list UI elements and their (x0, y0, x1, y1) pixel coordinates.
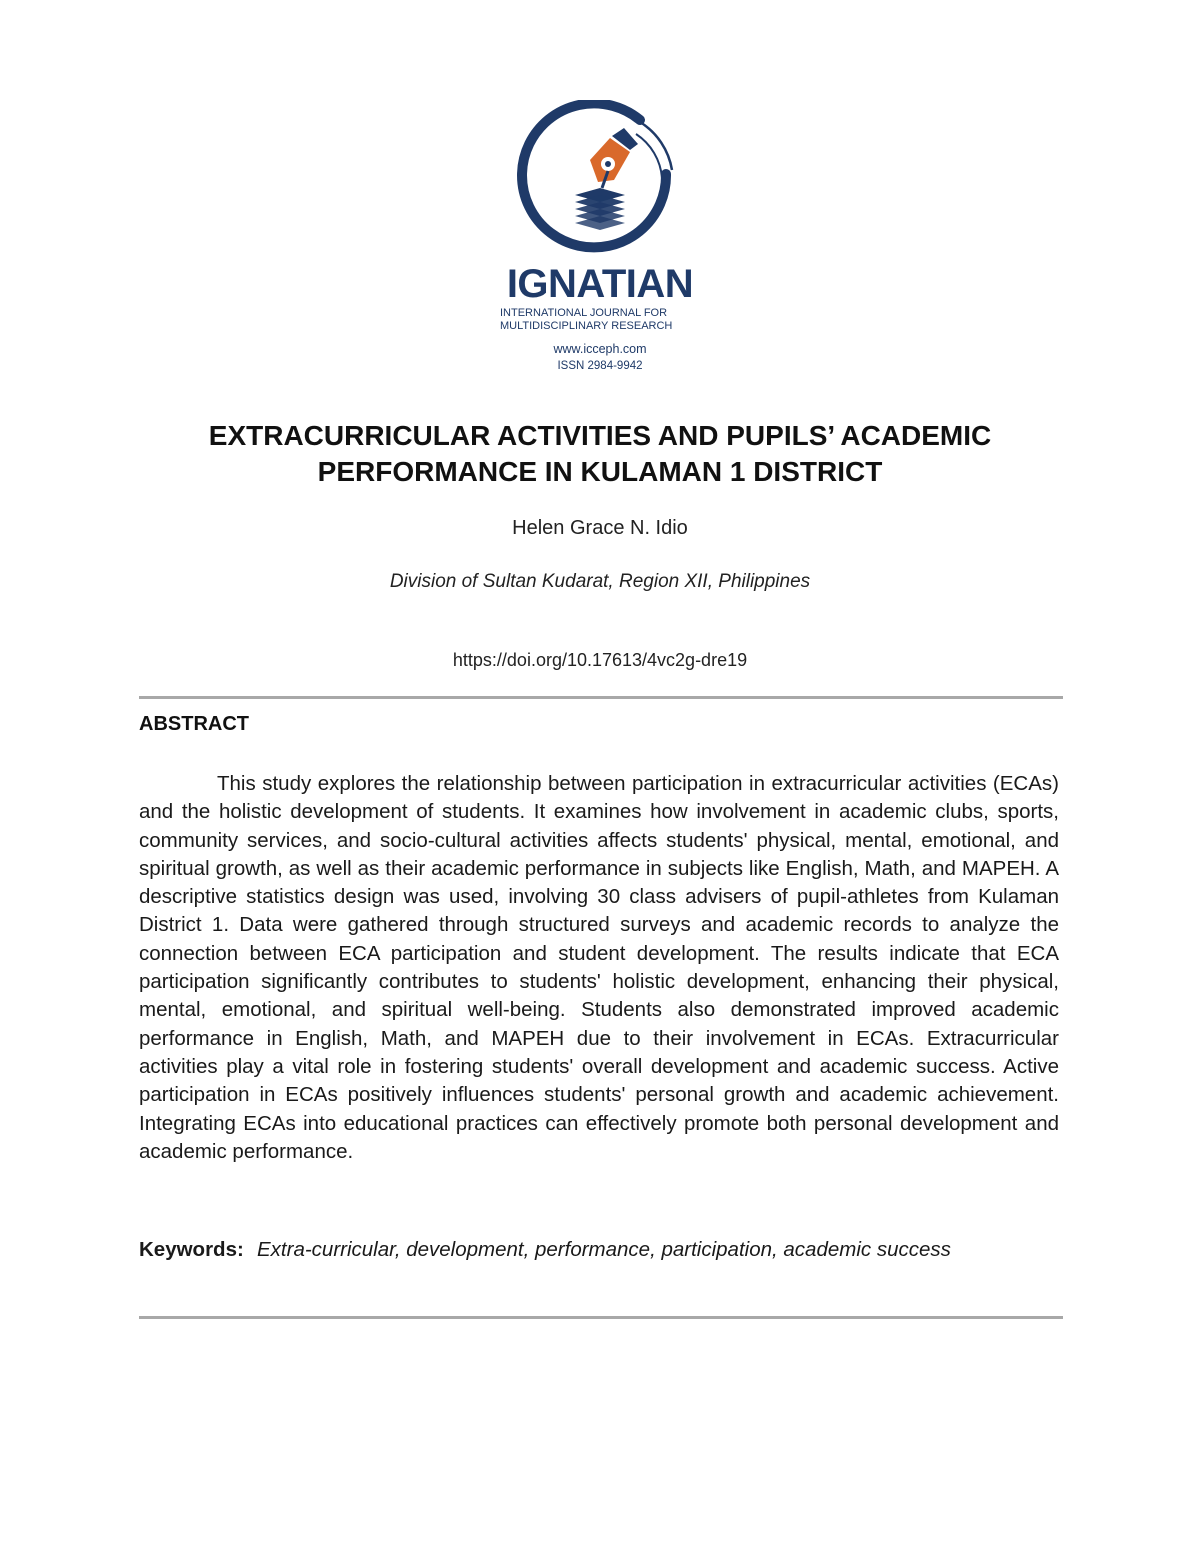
journal-tagline-line1: INTERNATIONAL JOURNAL FOR (500, 307, 668, 319)
journal-website[interactable]: www.icceph.com (553, 342, 647, 356)
abstract-body: This study explores the relationship between participation in extracurricular activities (ECAs) and the holistic development of students. It examines how involvement in academic clubs, sports, community services, and socio-cultural activities affects students' physical, mental, emotional, and spiritual growth, as well as their academic performance in subjects like English, Math, and MAPEH. A descriptive statistics design was used, involving 30 class advisers of pupil-athletes from Kulaman District 1. Data were gathered through structured surveys and academic records to analyze the connection between ECA participation and student development. The results indicate that ECA participation significantly contributes to students' holistic development, enhancing their physical, mental, emotional, and spiritual well-being. Students also demonstrated improved academic performance in English, Math, and MAPEH due to their involvement in ECAs. Extracurricular activities play a vital role in fostering students' overall development and academic success. Active participation in ECAs positively influences students' personal growth and academic achievement. Integrating ECAs into educational practices can effectively promote both personal development and academic performance. (139, 772, 1059, 1163)
paper-doi-link[interactable]: https://doi.org/10.17613/4vc2g-dre19 (452, 650, 748, 670)
top-divider (139, 696, 1063, 699)
keywords-block (139, 1236, 1059, 1264)
paper-title-line2: PERFORMANCE IN KULAMAN 1 DISTRICT (317, 456, 883, 487)
abstract-heading: ABSTRACT (139, 713, 249, 735)
journal-tagline-line2: MULTIDISCIPLINARY RESEARCH (500, 320, 673, 332)
journal-issn: ISSN 2984-9942 (557, 360, 643, 372)
paper-affiliation: Division of Sultan Kudarat, Region XII, Philippines (389, 571, 811, 592)
paper-author: Helen Grace N. Idio (512, 517, 688, 539)
journal-tagline (500, 307, 710, 333)
journal-emblem-icon (490, 100, 710, 265)
journal-logo (490, 100, 710, 390)
paper-title (100, 418, 1100, 490)
keywords-label: Keywords: (139, 1238, 244, 1261)
bottom-divider (139, 1316, 1063, 1319)
paper-title-line1: EXTRACURRICULAR ACTIVITIES AND PUPILS’ ACADEMIC (208, 420, 992, 451)
journal-brand-name: IGNATIAN (506, 262, 694, 306)
keywords-values: Extra-curricular, development, performance, participation, academic success (257, 1238, 951, 1261)
